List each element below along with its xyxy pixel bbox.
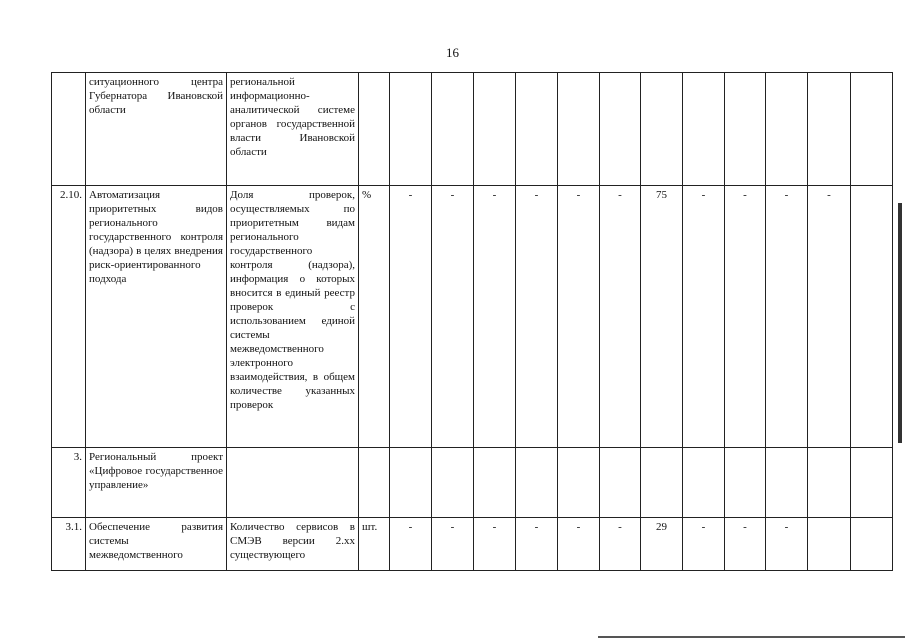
value-cell [808,518,851,571]
value-cell: - [390,186,432,448]
value-cell [766,448,808,518]
row-number: 3.1. [52,518,86,571]
value-cell [390,448,432,518]
value-cell: - [516,518,558,571]
value-cell [641,448,683,518]
value-cell [851,73,893,186]
value-cell: - [766,186,808,448]
value-cell [432,73,474,186]
indicators-table [51,72,893,571]
value-cell [390,73,432,186]
activity-name: Региональный проект «Цифровое государственное управление» [86,448,227,518]
value-cell: - [766,518,808,571]
value-cell: - [432,186,474,448]
value-cell: - [474,518,516,571]
value-cell [432,448,474,518]
unit-cell [359,448,390,518]
value-cell: - [683,186,725,448]
value-cell [766,73,808,186]
unit-cell [359,73,390,186]
indicator-name: региональной информационно-аналитической системе органов государственной власти Ивановской области [227,73,359,186]
table-row [52,448,893,518]
row-number: 3. [52,448,86,518]
indicator-name: Доля проверок, осуществляемых по приоритетным видам регионального государственного контроля (надзора), информация о которых вносится в единый реестр проверок с использованием единой системы межведомственного электронного взаимодействия, в общем количестве указанных проверок [227,186,359,448]
value-cell [851,186,893,448]
activity-name: Автоматизация приоритетных видов регионального государственного контроля (надзора) в целях внедрения риск-ориентированного подхода [86,186,227,448]
value-cell: - [558,518,600,571]
value-cell: - [683,518,725,571]
value-cell: - [808,186,851,448]
scan-bottom-line [598,636,905,638]
value-cell [725,448,766,518]
value-cell: - [432,518,474,571]
value-cell: 29 [641,518,683,571]
value-cell [600,73,641,186]
value-cell: - [725,518,766,571]
value-cell [600,448,641,518]
value-cell: - [558,186,600,448]
value-cell [474,448,516,518]
value-cell [516,448,558,518]
row-number [52,73,86,186]
activity-name: ситуационного центра Губернатора Ивановской области [86,73,227,186]
value-cell [851,448,893,518]
indicator-name [227,448,359,518]
indicator-name: Количество сервисов в СМЭВ версии 2.хх существующего [227,518,359,571]
value-cell: - [516,186,558,448]
value-cell [558,73,600,186]
table-row [52,73,893,186]
value-cell: - [725,186,766,448]
unit-cell: % [359,186,390,448]
value-cell [725,73,766,186]
table-row [52,186,893,448]
value-cell [474,73,516,186]
activity-name: Обеспечение развития системы межведомственного [86,518,227,571]
value-cell [683,73,725,186]
value-cell [851,518,893,571]
row-number: 2.10. [52,186,86,448]
value-cell [808,73,851,186]
value-cell: 75 [641,186,683,448]
value-cell [516,73,558,186]
scan-edge-mark [898,203,902,443]
value-cell: - [474,186,516,448]
value-cell [808,448,851,518]
unit-cell: шт. [359,518,390,571]
value-cell [641,73,683,186]
value-cell [558,448,600,518]
value-cell [683,448,725,518]
value-cell: - [390,518,432,571]
value-cell: - [600,186,641,448]
page-number: 16 [446,45,459,60]
table-row [52,518,893,571]
value-cell: - [600,518,641,571]
